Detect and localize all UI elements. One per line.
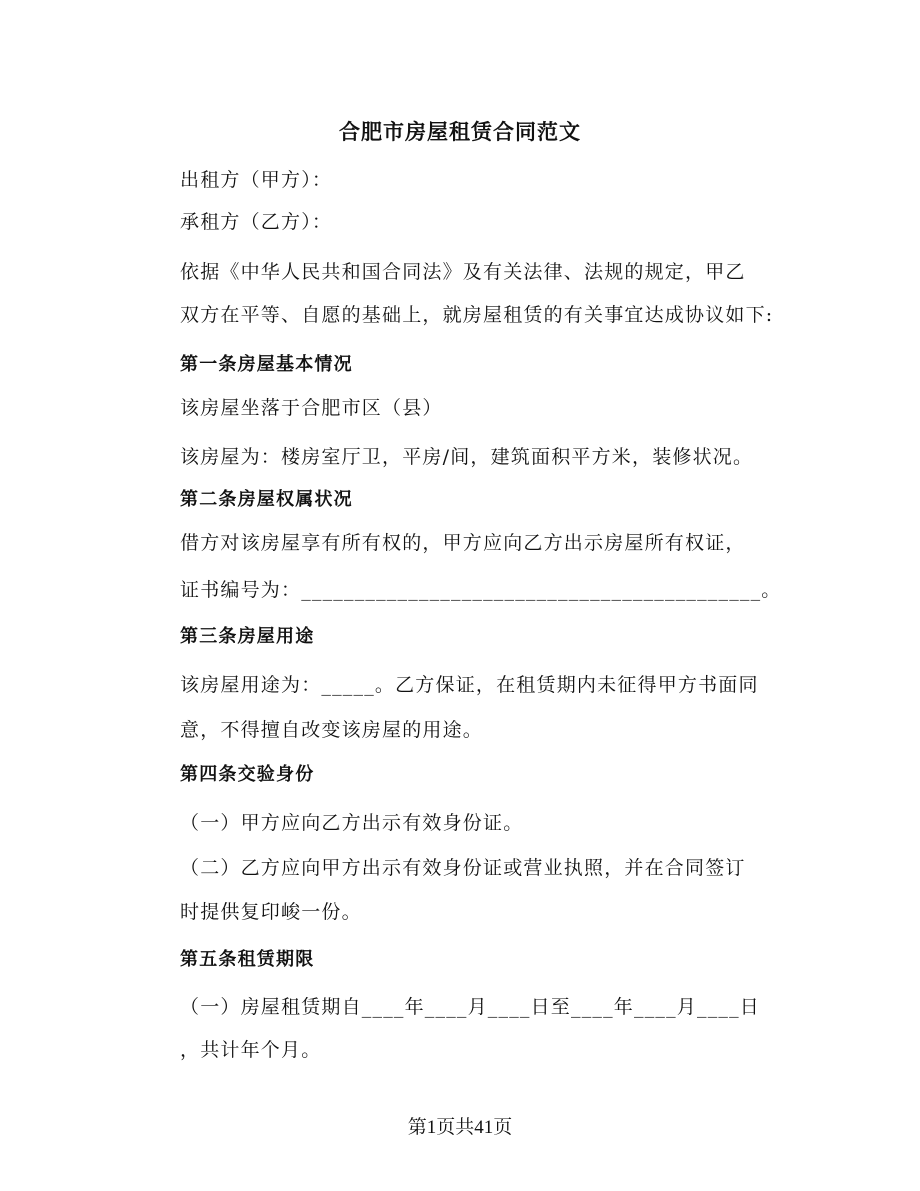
lessor-line: 出租方（甲方）：	[180, 169, 333, 191]
document-title: 合肥市房屋租赁合同范文	[339, 120, 581, 144]
preamble-line: 依据《中华人民共和国合同法》及有关法律、法规的规定，甲乙	[180, 261, 746, 283]
body-line: 意，不得擅自改变该房屋的用途。	[180, 719, 484, 741]
body-line: 证书编号为：___________________________________________。	[180, 579, 782, 601]
lessee-line: 承租方（乙方）：	[180, 211, 333, 233]
article-heading: 第二条房屋权属状况	[180, 489, 353, 510]
body-line: 该房屋用途为：_____。乙方保证，在租赁期内未征得甲方书面同	[180, 674, 759, 696]
body-line: （一）房屋租赁期自____年____月____日至____年____月____日	[180, 996, 761, 1018]
preamble-line: 双方在平等、自愿的基础上，就房屋租赁的有关事宜达成协议如下:	[180, 304, 774, 326]
article-heading: 第三条房屋用途	[180, 626, 315, 647]
page-number: 第1页共41页	[407, 1117, 513, 1138]
body-line: 借方对该房屋享有所有权的，甲方应向乙方出示房屋所有权证，	[180, 532, 746, 554]
body-line: （一）甲方应向乙方出示有效身份证。	[180, 812, 524, 834]
body-line: 该房屋坐落于合肥市区（县）	[180, 397, 443, 419]
article-heading: 第四条交验身份	[180, 764, 315, 785]
body-line: 该房屋为：楼房室厅卫，平房/间，建筑面积平方米，装修状况。	[180, 446, 754, 468]
body-line: ，共计年个月。	[180, 1039, 322, 1061]
article-heading: 第五条租赁期限	[180, 949, 315, 970]
body-line: （二）乙方应向甲方出示有效身份证或营业执照，并在合同签订	[180, 857, 746, 879]
body-line: 时提供复印峻一份。	[180, 901, 362, 923]
article-heading: 第一条房屋基本情况	[180, 354, 353, 375]
